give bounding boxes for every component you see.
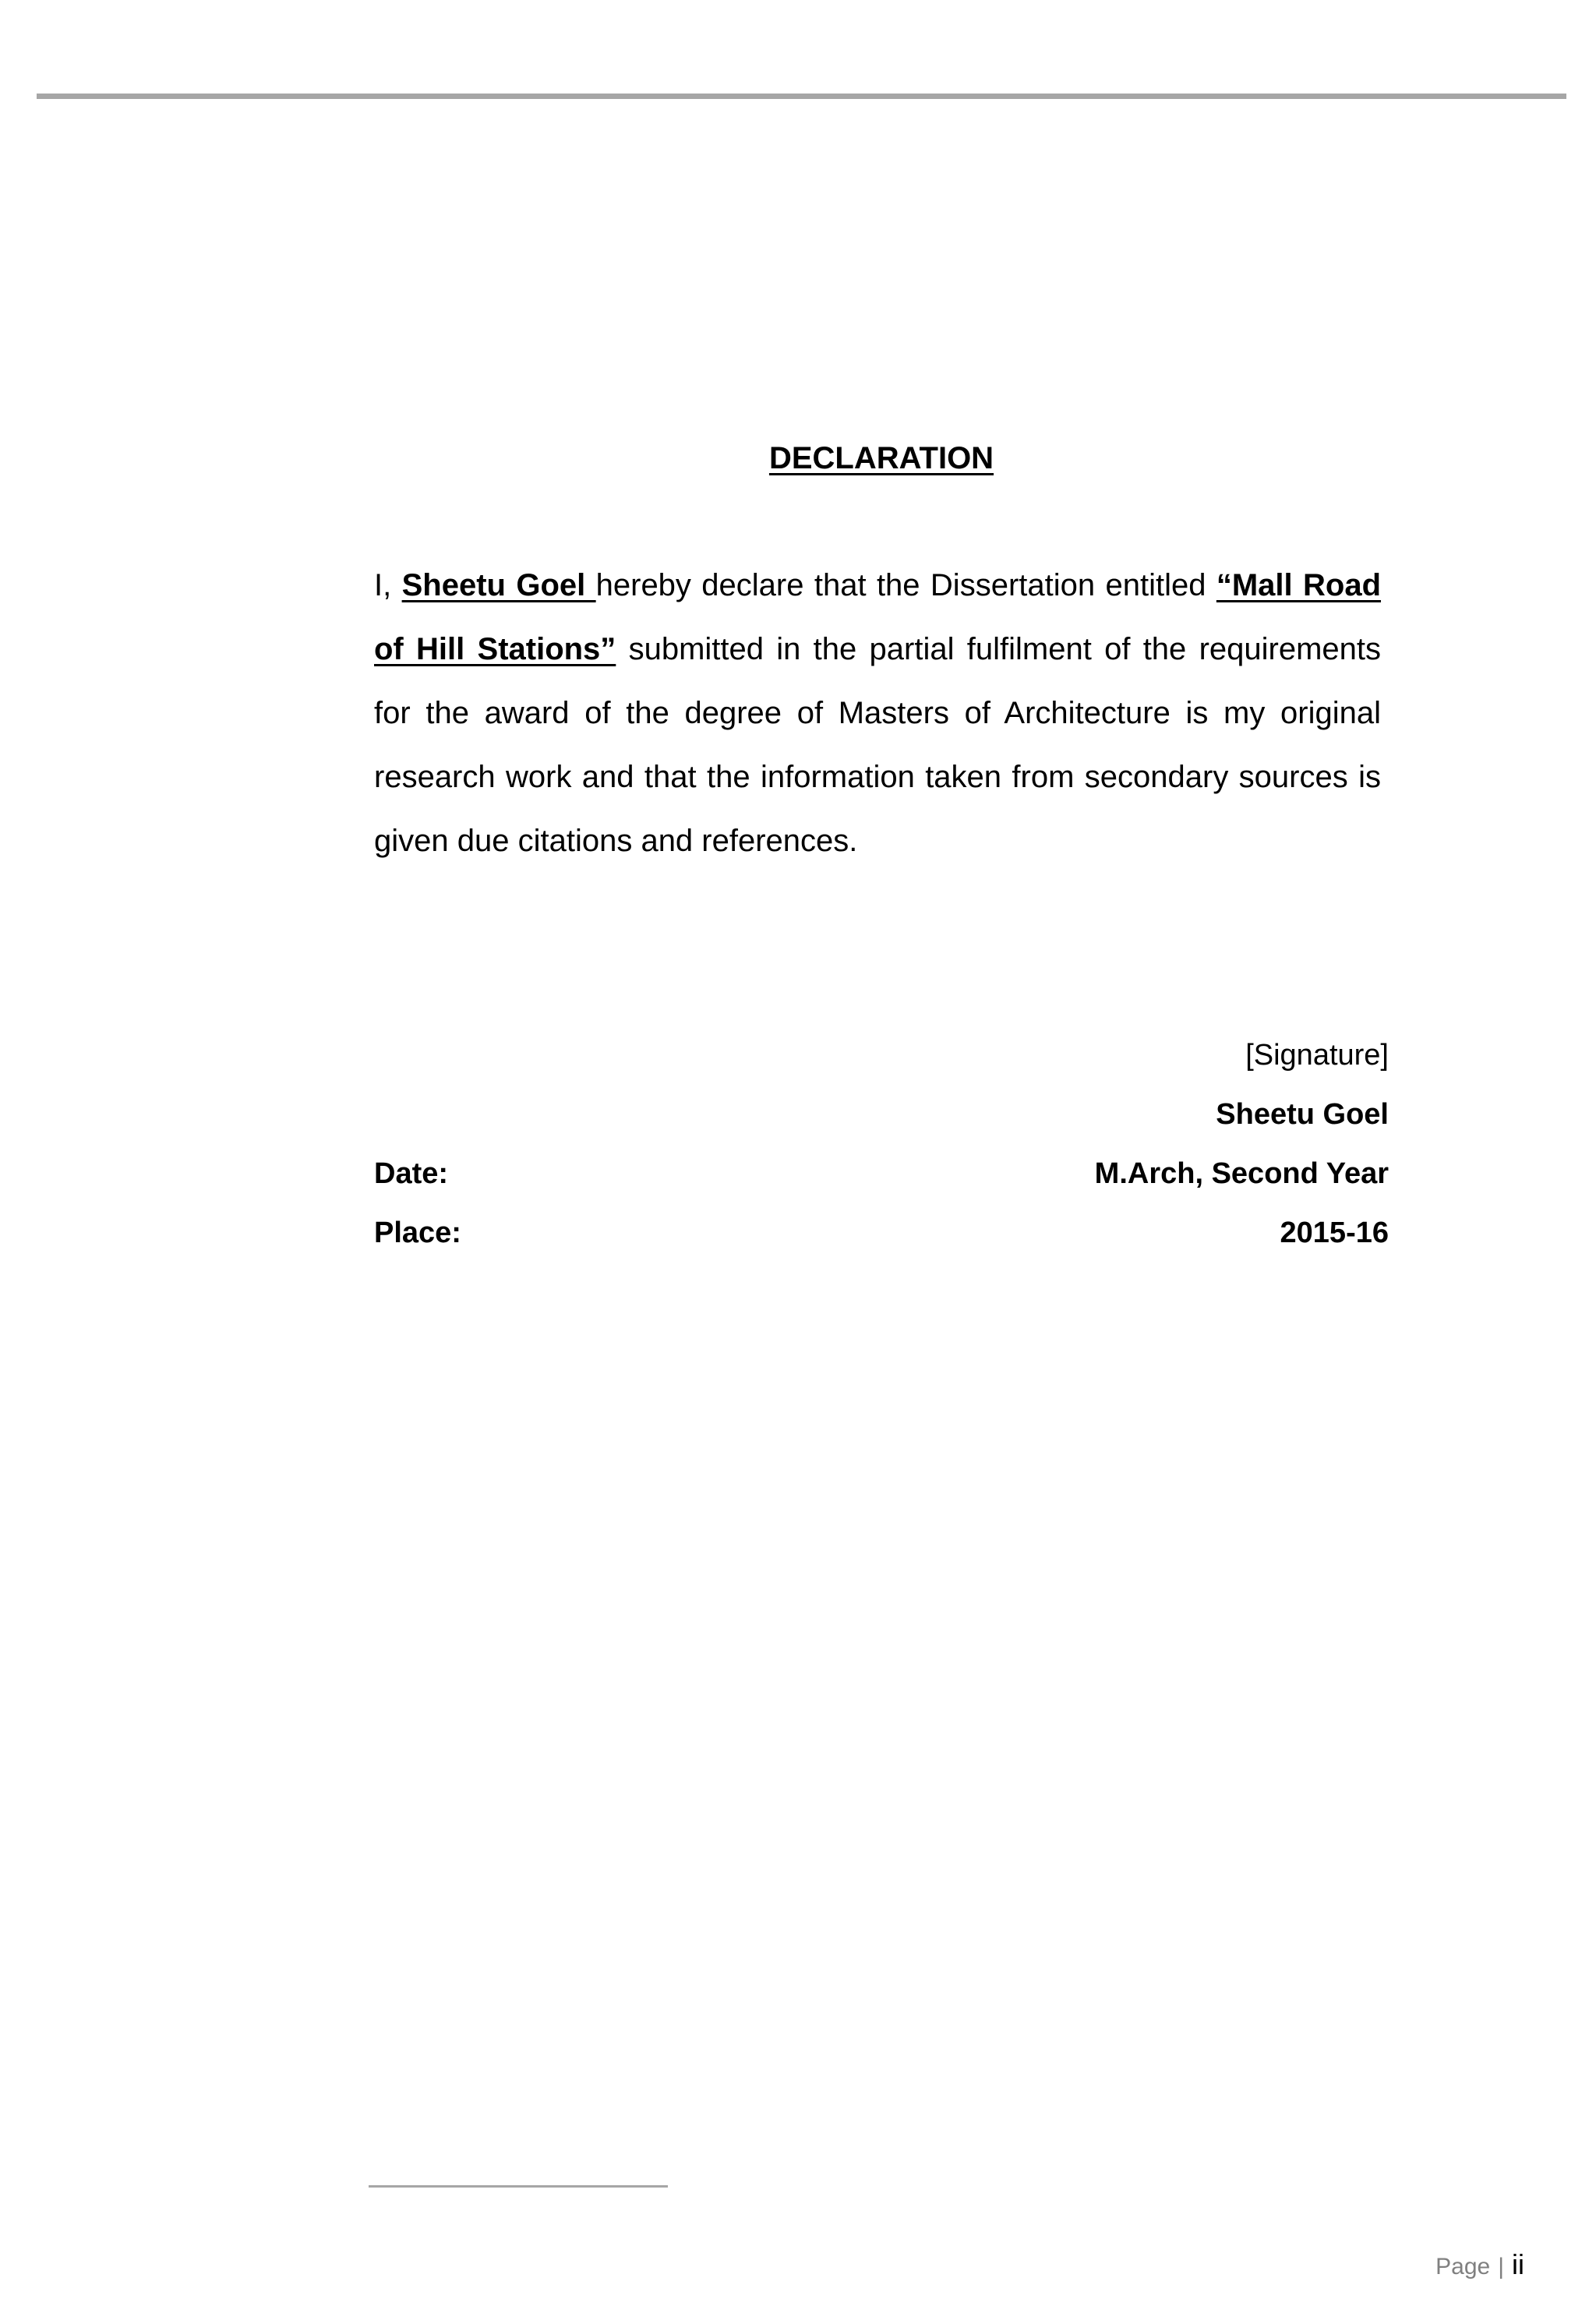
declaration-middle: hereby declare that the Dissertation entitled: [595, 568, 1216, 602]
page-label: Page: [1435, 2254, 1491, 2280]
page-footer: [1435, 2249, 1524, 2283]
declaration-lead: I,: [374, 568, 402, 602]
page-title: DECLARATION: [768, 441, 994, 475]
place-label: Place:: [374, 1217, 461, 1249]
page-separator: |: [1498, 2254, 1504, 2280]
date-label: Date:: [374, 1157, 449, 1190]
dissertation-title: “Mall Road of Hill Stations”: [374, 568, 1382, 666]
footnote-separator: [369, 2185, 668, 2188]
signatory-session: 2015-16: [1280, 1217, 1389, 1249]
date-place-block: [374, 1144, 461, 1262]
author-name: Sheetu Goel: [401, 568, 596, 602]
signatory-name: Sheetu Goel: [1216, 1098, 1389, 1131]
signatory-program: M.Arch, Second Year: [1094, 1157, 1389, 1190]
page-number: ii: [1512, 2248, 1524, 2280]
declaration-rest: submitted in the partial fulfilment of the requirements for the award of the degree of Masters of Architecture is my original research work and that the information taken from secondary sources is given due citations and references.: [374, 632, 1382, 858]
signature-placeholder: [Signature]: [1245, 1039, 1389, 1072]
header-rule: [37, 94, 1566, 99]
declaration-paragraph: [374, 553, 1381, 873]
signature-block: [1095, 1026, 1389, 1262]
